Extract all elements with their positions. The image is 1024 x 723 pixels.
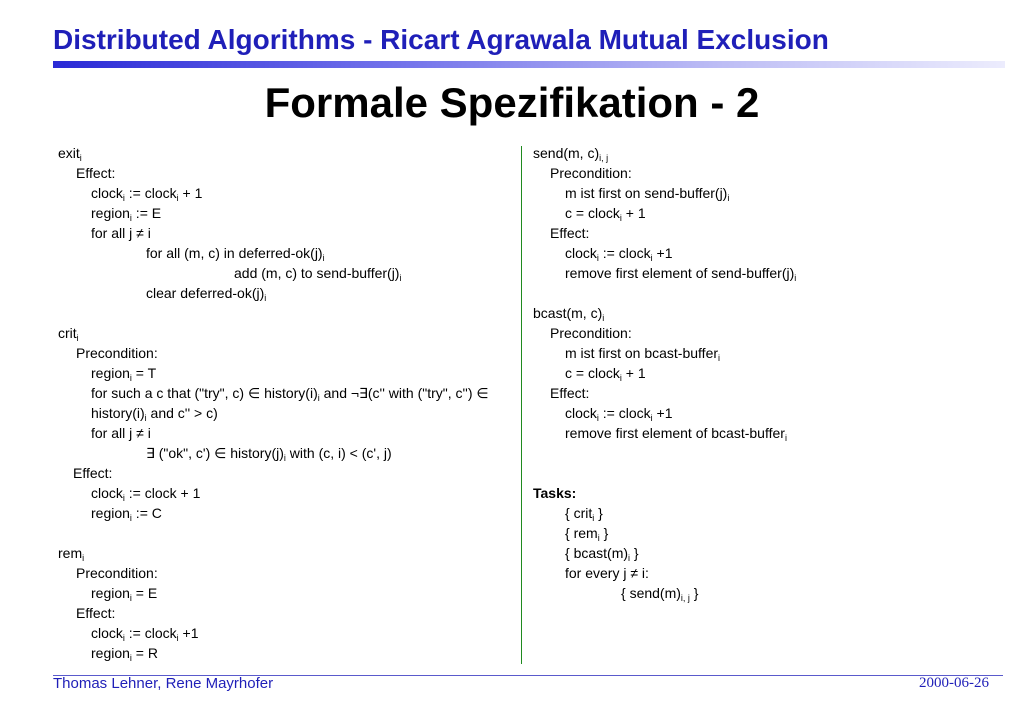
spec-line: Effect: [76,165,116,181]
spec-line: region$_i$ = R [91,645,158,663]
spec-line: region$_i$ = T [91,365,157,383]
slide-title: Formale Spezifikation - 2 [264,79,760,126]
spec-line: remove first element of bcast-buffer$_i$ [565,425,787,443]
header-gradient-rule [53,61,1005,68]
spec-line: region$_i$ := E [91,205,162,223]
spec-line: clock$_i$ := clock$_i$ +1 [565,245,673,263]
spec-line: for every j ≠ i: [565,565,649,581]
spec-line: Effect: [76,605,116,621]
footer-authors: Thomas Lehner, Rene Mayrhofer [53,675,274,692]
spec-line: for all (m, c) in deferred-$ok(j)_i$ [146,245,325,263]
spec-line: c = clock$_i$ + 1 [565,365,646,383]
spec-line: Precondition: [76,565,158,581]
spec-line: region$_i$ = E [91,585,158,603]
blank-line [533,463,1003,483]
spec-line: for all j ≠ i [91,225,151,241]
spec-line: { $bcast(m)_i$ } [565,545,639,563]
left-spec-column [58,143,520,663]
spec-line: m ist first on bcast-buffer$_i$ [565,345,721,363]
spec-line: crit$_i$ [58,325,79,343]
spec-line: Tasks: [533,485,577,501]
blank-line [58,303,520,323]
spec-line: for such a c that ("try", c) ∈ $history(i)_i$ and ¬∃(c'' with ("try", c'') ∈ $history(i)_i$ and c'' > c) [91,385,489,423]
spec-line: Effect: [550,385,590,401]
spec-line: m ist first on send-$buffer(j)_i$ [565,185,730,203]
spec-line: clear deferred-$ok(j)_i$ [146,285,267,303]
header-title: Distributed Algorithms - Ricart Agrawala Mutual Exclusion [53,24,829,55]
spec-line: clock$_i$ := clock$_i$ +1 [565,405,673,423]
footer-date: 2000-06-26 [919,675,989,691]
spec-line: Effect: [73,465,113,481]
spec-line: region$_i$ := C [91,505,162,523]
spec-line: remove first element of send-$buffer(j)_i$ [565,265,797,283]
column-divider [521,146,522,664]
spec-line: clock$_i$ := clock + 1 [91,485,201,503]
blank-line [58,523,520,543]
spec-line: for all j ≠ i [91,425,151,441]
spec-line: send(m, $c)_{i, j}$ [533,145,609,163]
spec-line: { crit$_i$ } [565,505,603,523]
spec-line: add (m, c) to send-$buffer(j)_i$ [234,265,402,283]
spec-line: Precondition: [550,165,632,181]
spec-line: exit$_i$ [58,145,82,163]
spec-line: c = clock$_i$ + 1 [565,205,646,223]
spec-line: rem$_i$ [58,545,85,563]
spec-line: { $send(m)_{i, j}$ } [621,585,699,603]
spec-line: Effect: [550,225,590,241]
spec-line: { rem$_i$ } [565,525,609,543]
spec-line: ∃ ("ok", c') ∈ $history(j)_i$ with (c, i) < (c', j) [146,445,392,463]
spec-line: clock$_i$ := clock$_i$ +1 [91,625,199,643]
spec-line: clock$_i$ := clock$_i$ + 1 [91,185,203,203]
spec-line: Precondition: [76,345,158,361]
blank-line [533,443,1003,463]
right-spec-column [533,143,1003,603]
blank-line [533,283,1003,303]
spec-line: bcast(m, $c)_i$ [533,305,605,323]
spec-line: Precondition: [550,325,632,341]
